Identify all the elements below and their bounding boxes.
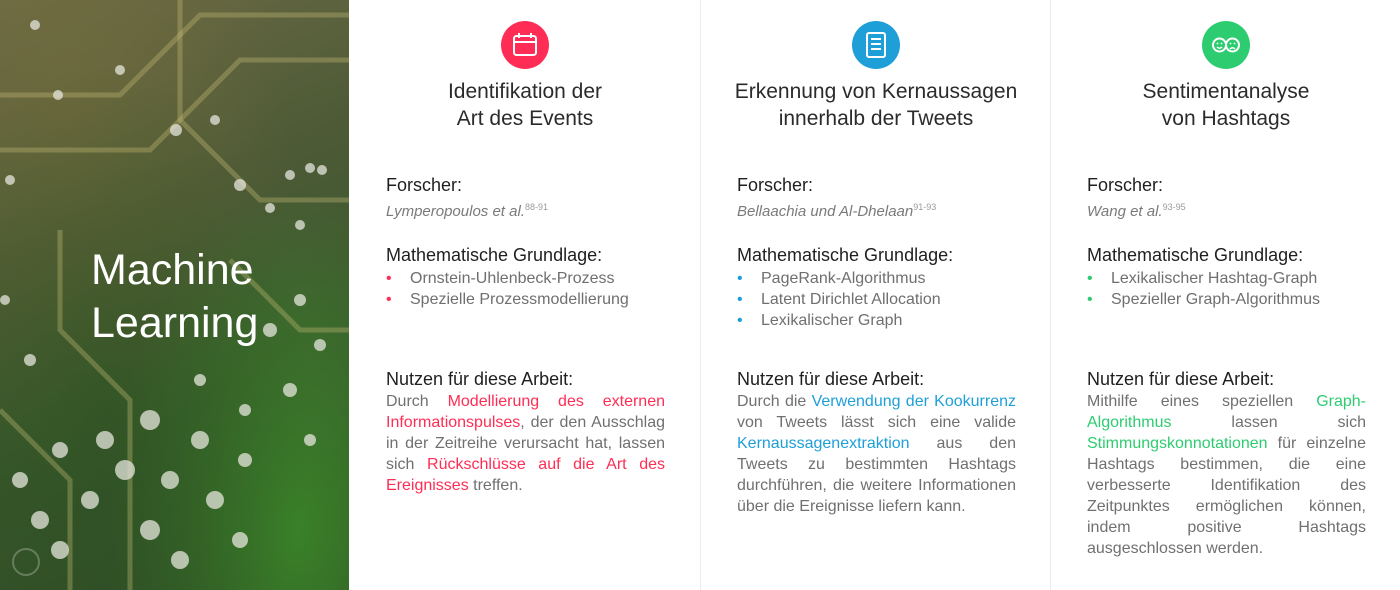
use-label: Nutzen für diese Arbeit: xyxy=(1087,369,1275,389)
researcher-name: Bellaachia und Al-Dhelaan$^{91-93}$ xyxy=(737,202,937,220)
reference-numbers: 88-91 xyxy=(524,202,549,212)
section-title: Machine Learning xyxy=(91,246,259,347)
list-item: • Lexikalischer Graph xyxy=(737,312,903,329)
document-icon xyxy=(852,21,900,69)
list-item: • Ornstein-Uhlenbeck-Prozess xyxy=(386,270,615,287)
column-heading: Sentimentanalyse von Hashtags xyxy=(1142,80,1310,130)
reference-numbers: 91-93 xyxy=(913,202,937,212)
column-event-identification xyxy=(350,0,700,590)
highlight: Graph-Algorithmus xyxy=(1087,393,1366,431)
column-heading: Erkennung von Kernaussagen innerhalb der Tweets xyxy=(734,80,1018,130)
use-label: Nutzen für diese Arbeit: xyxy=(737,369,925,389)
column-heading: Identifikation der Art des Events xyxy=(447,80,603,130)
highlight: Verwendung der Kookurrenz xyxy=(811,393,1016,410)
reference-numbers: 93-95 xyxy=(1162,202,1186,212)
highlight: Stimmungskonnotationen xyxy=(1087,435,1268,452)
math-basis-list xyxy=(386,268,665,310)
list-item: • Latent Dirichlet Allocation xyxy=(737,291,941,308)
math-basis-label: Mathematische Grundlage: xyxy=(1087,245,1304,265)
highlight: Modellierung des externen Informationspulses xyxy=(386,393,665,431)
background-image-circuit-board xyxy=(0,0,349,590)
list-item: • Spezieller Graph-Algorithmus xyxy=(1087,291,1320,308)
use-description: Durch Modellierung des externen Informationspulses, der den Ausschlag in der Zeitreihe verursacht hat, lassen sich Rückschlüsse auf die Art des Ereignisses treffen. xyxy=(386,393,665,494)
column-key-statement-detection xyxy=(700,0,1050,590)
logo-icon xyxy=(12,548,40,576)
researcher-name: Lymperopoulos et al.$^{88-91}$ xyxy=(386,202,549,220)
calendar-icon xyxy=(501,21,549,69)
researcher-label: Forscher: xyxy=(386,175,463,195)
list-item: • Lexikalischer Hashtag-Graph xyxy=(1087,270,1318,287)
use-description: Mithilfe eines speziellen Graph-Algorithmus lassen sich Stimmungskonnotationen für einzelne Hashtags bestimmen, die eine verbesserte Identifikation des Zeitpunktes ermöglichen können, indem positive Hashtags ausgeschlossen werden. xyxy=(1087,393,1366,557)
researcher-label: Forscher: xyxy=(737,175,814,195)
researcher-name: Wang et al.$^{93-95}$ xyxy=(1087,202,1186,220)
list-item: • PageRank-Algorithmus xyxy=(737,270,926,287)
math-basis-list xyxy=(1087,268,1366,310)
math-basis-list xyxy=(737,268,1016,331)
column-hashtag-sentiment xyxy=(1050,0,1400,590)
sentiment-faces-icon xyxy=(1202,21,1250,69)
use-label: Nutzen für diese Arbeit: xyxy=(386,369,574,389)
highlight: Kernaussagenextraktion xyxy=(737,435,910,452)
math-basis-label: Mathematische Grundlage: xyxy=(386,245,603,265)
researcher-label: Forscher: xyxy=(1087,175,1164,195)
highlight: Rückschlüsse auf die Art des Ereignisses xyxy=(386,456,665,494)
list-item: • Spezielle Prozessmodellierung xyxy=(386,291,629,308)
use-description: Durch die Verwendung der Kookurrenz von Tweets lässt sich eine valide Kernaussagenextraktion aus den Tweets zu bestimmten Hashtags durchführen, die weitere Informationen über die Ereignisse liefern kann. xyxy=(737,393,1016,515)
math-basis-label: Mathematische Grundlage: xyxy=(737,245,954,265)
